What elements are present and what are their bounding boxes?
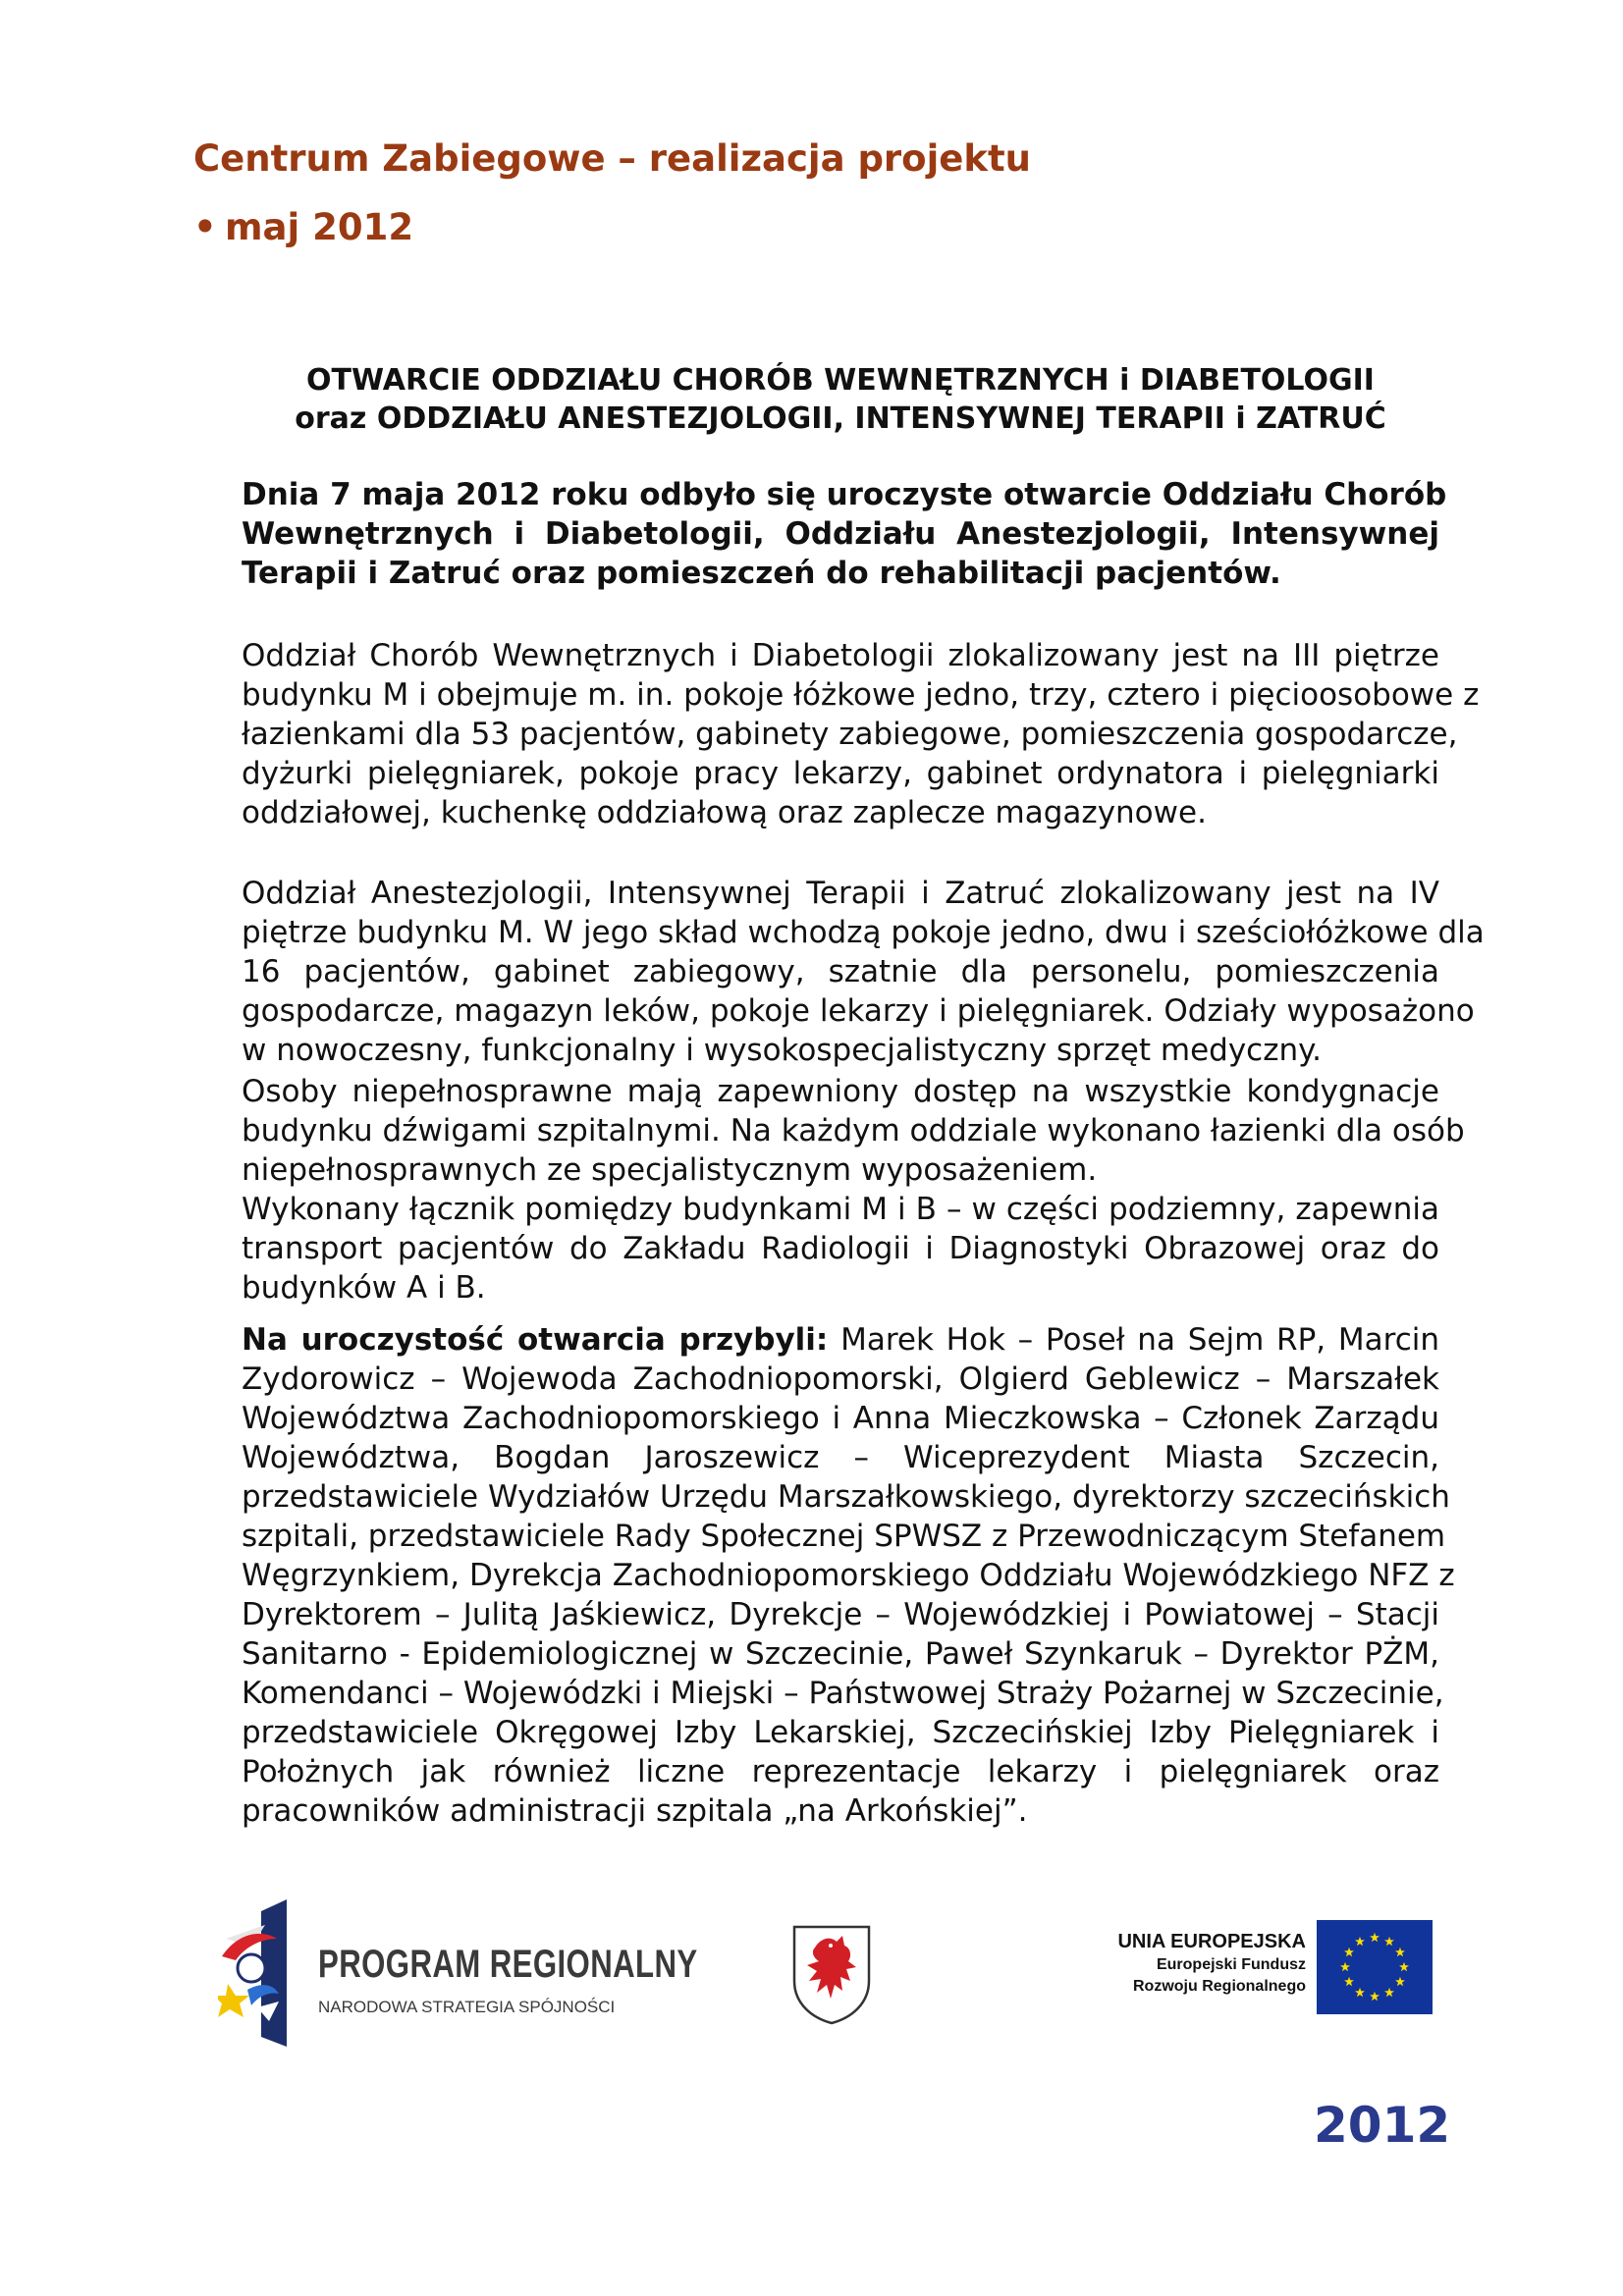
paragraph-internal-medicine — [242, 636, 1480, 832]
document-title: Centrum Zabiegowe – realizacja projektu — [193, 137, 1032, 180]
eu-flag — [1317, 1920, 1433, 2014]
paragraph-line: Wykonany łącznik pomiędzy budynkami M i B – w części podziemny, zapewnia — [242, 1192, 1439, 1227]
guests-first-line: Marek Hok – Poseł na Sejm RP, Marcin — [828, 1322, 1439, 1358]
paragraph-line: łazienkami dla 53 pacjentów, gabinety zabiegowe, pomieszczenia gospodarcze, — [242, 717, 1458, 752]
paragraph-line: Oddział Anestezjologii, Intensywnej Terapii i Zatruć zlokalizowany jest na IV — [242, 876, 1439, 911]
eu-fund-name-2: Rozwoju Regionalnego — [1133, 1978, 1306, 1995]
paragraph-anesthesiology — [242, 874, 1485, 1070]
paragraph-line: Województwa Zachodniopomorskiego i Anna Mieczkowska – Członek Zarządu — [242, 1401, 1439, 1436]
paragraph-line: piętrze budynku M. W jego skład wchodzą pokoje jedno, dwu i sześciołóżkowe dla — [242, 915, 1485, 950]
paragraph-line: Węgrzynkiem, Dyrekcja Zachodniopomorskiego Oddziału Wojewódzkiego NFZ z — [242, 1558, 1455, 1593]
section-title — [242, 361, 1439, 438]
lead-line: Dnia 7 maja 2012 roku odbyło się uroczyste otwarcie Oddziału Chorób — [242, 477, 1447, 512]
paragraph-line: Dyrektorem – Julitą Jaśkiewicz, Dyrekcje – Wojewódzkiej i Powiatowej – Stacji — [242, 1597, 1439, 1632]
paragraph-line: szpitali, przedstawiciele Rady Społecznej SPWSZ z Przewodniczącym Stefanem — [242, 1519, 1446, 1554]
date-label: maj 2012 — [225, 206, 414, 248]
paragraph-line: 16 pacjentów, gabinet zabiegowy, szatnie dla personelu, pomieszczenia — [242, 954, 1439, 989]
eu-fund-label — [1060, 1930, 1306, 1998]
lead-paragraph — [242, 475, 1447, 593]
paragraph-line: Sanitarno - Epidemiologicznej w Szczecinie, Paweł Szynkaruk – Dyrektor PŻM, — [242, 1636, 1439, 1672]
eu-name: UNIA EUROPEJSKA — [1117, 1931, 1306, 1952]
eu-flag-icon — [1317, 1920, 1433, 2014]
paragraph-line: dyżurki pielęgniarek, pokoje pracy lekarzy, gabinet ordynatora i pielęgniarki — [242, 756, 1439, 791]
guests-label: Na uroczystość otwarcia przybyli: — [242, 1322, 829, 1358]
paragraph-line: budynku dźwigami szpitalnymi. Na każdym oddziale wykonano łazienki dla osób — [242, 1113, 1465, 1148]
program-regionalny-emblem-icon — [218, 1899, 308, 2047]
paragraph-line: w nowoczesny, funkcjonalny i wysokospecjalistyczny sprzęt medyczny. — [242, 1033, 1322, 1068]
paragraph-line: przedstawiciele Wydziałów Urzędu Marszałkowskiego, dyrektorzy szczecińskich — [242, 1479, 1450, 1515]
paragraph-connector — [242, 1190, 1439, 1308]
section-title-line-2: oraz ODDZIAŁU ANESTEZJOLOGII, INTENSYWNEJ TERAPII i ZATRUĆ — [295, 401, 1386, 436]
footer-year: 2012 — [1314, 2097, 1451, 2154]
zachodniopomorskie-crest — [791, 1924, 872, 2026]
eu-fund-name: Europejski Fundusz — [1156, 1956, 1306, 1973]
paragraph-line: Komendanci – Wojewódzki i Miejski – Państwowej Straży Pożarnej w Szczecinie, — [242, 1676, 1444, 1711]
program-title: PROGRAM REGIONALNY — [318, 1943, 698, 1986]
paragraph-line: Zydorowicz – Wojewoda Zachodniopomorski, Olgierd Geblewicz – Marszałek — [242, 1362, 1439, 1397]
paragraph-line — [242, 1320, 1439, 1360]
paragraph-accessibility — [242, 1072, 1465, 1190]
date-heading — [193, 206, 413, 249]
paragraph-line: Województwa, Bogdan Jaroszewicz – Wiceprezydent Miasta Szczecin, — [242, 1440, 1439, 1475]
paragraph-line: Osoby niepełnosprawne mają zapewniony dostęp na wszystkie kondygnacje — [242, 1074, 1439, 1109]
paragraph-line: oddziałowej, kuchenkę oddziałową oraz zaplecze magazynowe. — [242, 795, 1207, 830]
paragraph-line: przedstawiciele Okręgowej Izby Lekarskiej, Szczecińskiej Izby Pielęgniarek i — [242, 1715, 1439, 1750]
paragraph-line: budynków A i B. — [242, 1270, 486, 1306]
paragraph-line: niepełnosprawnych ze specjalistycznym wyposażeniem. — [242, 1152, 1098, 1188]
paragraph-line: Oddział Chorób Wewnętrznych i Diabetologii zlokalizowany jest na III piętrze — [242, 638, 1439, 673]
paragraph-line: gospodarcze, magazyn leków, pokoje lekarzy i pielęgniarek. Odziały wyposażono — [242, 993, 1475, 1029]
program-subtitle: NARODOWA STRATEGIA SPÓJNOŚCI — [318, 1998, 616, 2016]
lead-line: Wewnętrznych i Diabetologii, Oddziału Anestezjologii, Intensywnej — [242, 516, 1439, 552]
program-regionalny-logo — [218, 1899, 698, 2047]
section-title-line-1: OTWARCIE ODDZIAŁU CHORÓB WEWNĘTRZNYCH i DIABETOLOGII — [306, 363, 1375, 398]
paragraph-line: pracowników administracji szpitala „na Arkońskiej”. — [242, 1793, 1028, 1829]
paragraph-line: budynku M i obejmuje m. in. pokoje łóżkowe jedno, trzy, cztero i pięcioosobowe z — [242, 677, 1480, 713]
paragraph-line: Położnych jak również liczne reprezentacje lekarzy i pielęgniarek oraz — [242, 1754, 1439, 1789]
griffin-crest-icon — [791, 1924, 872, 2026]
lead-line: Terapii i Zatruć oraz pomieszczeń do rehabilitacji pacjentów. — [242, 556, 1281, 591]
paragraph-guests — [242, 1320, 1455, 1831]
bullet: • — [193, 206, 217, 248]
paragraph-line: transport pacjentów do Zakładu Radiologii i Diagnostyki Obrazowej oraz do — [242, 1231, 1439, 1266]
